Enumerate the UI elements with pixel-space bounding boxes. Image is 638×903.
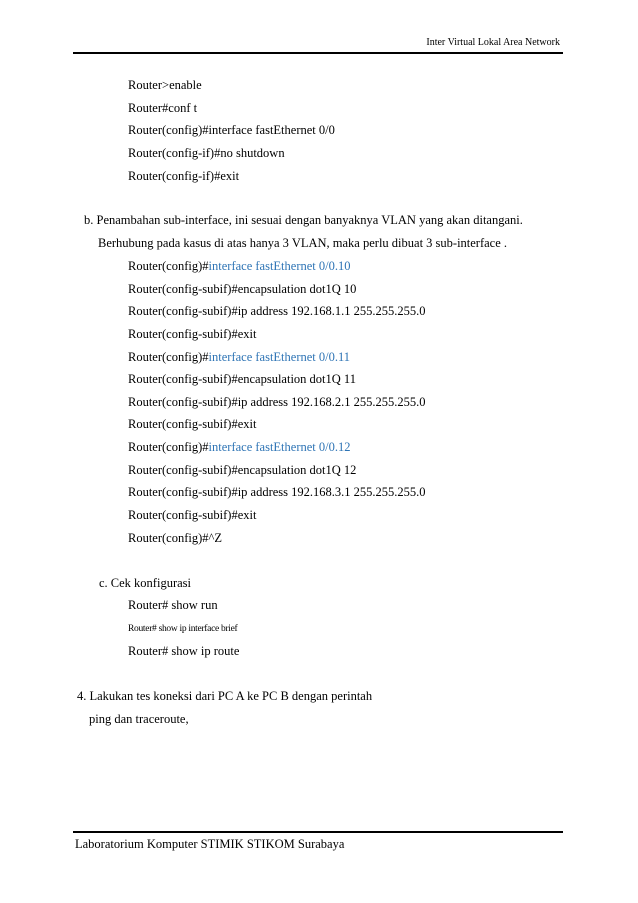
section-c-heading: c. Cek konfigurasi [99, 576, 191, 590]
cmd-line: Router(config-subif)#encapsulation dot1Q 12 [128, 463, 357, 477]
cmd-line: Router(config-subif)#ip address 192.168.2.1 255.255.255.0 [128, 395, 426, 409]
step-4-text: 4. Lakukan tes koneksi dari PC A ke PC B dengan perintah [77, 689, 373, 703]
cmd-line: Router(config-subif)#encapsulation dot1Q 11 [128, 372, 356, 386]
cmd-line: Router#conf t [128, 101, 198, 115]
cmd-line: Router(config-subif)#exit [128, 508, 257, 522]
cmd-line [128, 349, 350, 365]
cmd-prefix: Router(config)# [128, 259, 209, 273]
section-b-text: Berhubung pada kasus di atas hanya 3 VLAN, maka perlu dibuat 3 sub-interface . [98, 236, 508, 250]
cmd-prefix: Router(config)# [128, 350, 209, 364]
cmd-line: Router# show run [128, 598, 218, 612]
footer-rule [73, 831, 563, 833]
header-rule [73, 52, 563, 54]
section-b-text: b. Penambahan sub-interface, ini sesuai dengan banyaknya VLAN yang akan ditangani. [84, 213, 523, 227]
cmd-line: Router(config-if)#no shutdown [128, 146, 285, 160]
step-4-text: ping dan traceroute, [89, 712, 189, 726]
cmd-line: Router# show ip interface brief [128, 624, 238, 634]
cmd-line: Router>enable [128, 78, 202, 92]
cmd-line [128, 258, 350, 274]
footer-text: Laboratorium Komputer STIMIK STIKOM Surabaya [75, 837, 345, 851]
cmd-highlight: interface fastEthernet 0/0.12 [208, 440, 351, 454]
cmd-highlight: interface fastEthernet 0/0.11 [208, 350, 351, 364]
cmd-line: Router# show ip route [128, 644, 240, 658]
cmd-highlight: interface fastEthernet 0/0.10 [208, 259, 351, 273]
cmd-prefix: Router(config)# [128, 440, 209, 454]
cmd-line: Router(config-subif)#exit [128, 417, 257, 431]
cmd-line: Router(config)#^Z [128, 531, 223, 545]
header-title: Inter Virtual Lokal Area Network [426, 37, 560, 48]
cmd-line [128, 439, 350, 455]
cmd-line: Router(config-if)#exit [128, 169, 240, 183]
cmd-line: Router(config)#interface fastEthernet 0/0 [128, 123, 335, 137]
cmd-line: Router(config-subif)#exit [128, 327, 257, 341]
cmd-line: Router(config-subif)#ip address 192.168.1.1 255.255.255.0 [128, 304, 426, 318]
cmd-line: Router(config-subif)#encapsulation dot1Q 10 [128, 282, 357, 296]
cmd-line: Router(config-subif)#ip address 192.168.3.1 255.255.255.0 [128, 485, 426, 499]
